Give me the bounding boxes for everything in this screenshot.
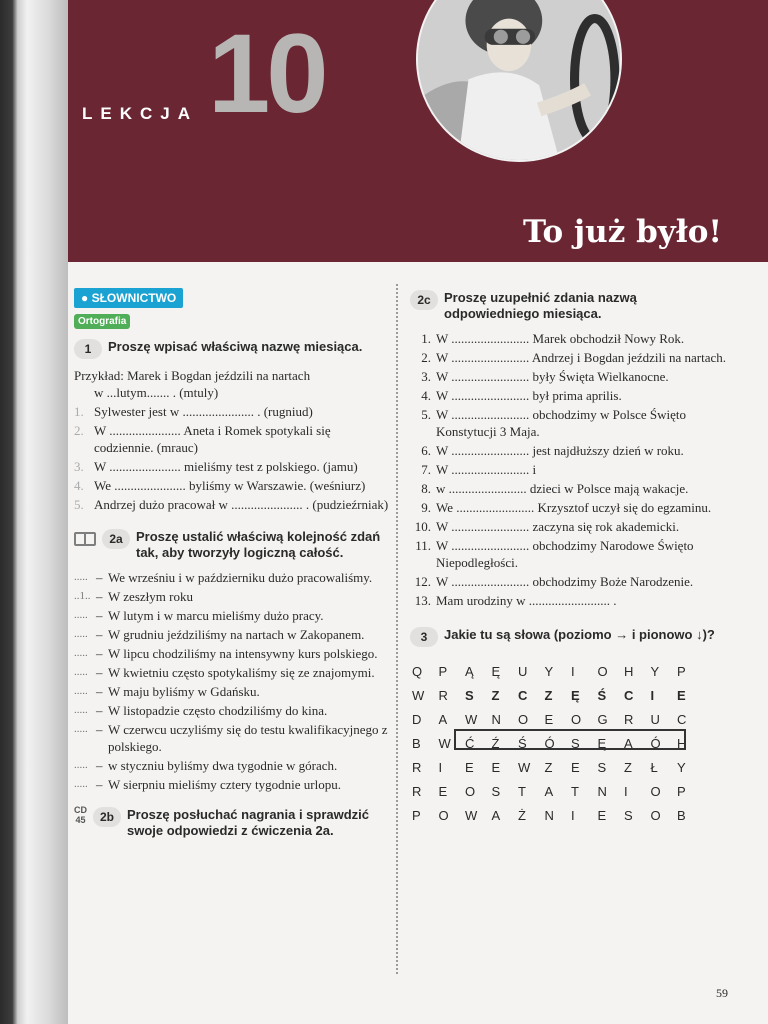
grid-cell[interactable]: A bbox=[438, 711, 448, 727]
answer-blank[interactable]: ..... bbox=[74, 609, 88, 621]
grid-row bbox=[412, 755, 730, 779]
grid-cell[interactable]: A bbox=[624, 735, 633, 751]
grid-cell[interactable]: Q bbox=[412, 663, 423, 679]
answer-blank[interactable]: ..... bbox=[74, 778, 88, 790]
exercise-number: 2b bbox=[93, 807, 121, 827]
list-item[interactable] bbox=[410, 406, 730, 440]
item-number: 3. bbox=[421, 369, 431, 384]
grid-cell[interactable]: S bbox=[491, 783, 501, 799]
grid-cell[interactable]: R bbox=[412, 759, 422, 775]
exercise-2c-list bbox=[410, 330, 730, 609]
list-item[interactable] bbox=[74, 403, 390, 420]
grid-cell[interactable]: C bbox=[677, 711, 687, 727]
grid-cell[interactable]: Z bbox=[491, 687, 500, 703]
grid-cell[interactable]: Ż bbox=[518, 807, 526, 823]
grid-cell[interactable]: E bbox=[491, 759, 501, 775]
cd-track-number: 45 bbox=[75, 815, 86, 825]
grid-cell[interactable]: U bbox=[518, 663, 528, 679]
grid-row bbox=[412, 803, 730, 827]
answer-blank[interactable]: ..... bbox=[74, 628, 88, 640]
grid-cell[interactable]: W bbox=[465, 807, 478, 823]
item-number: 4. bbox=[421, 388, 431, 403]
answer-blank[interactable]: ..... bbox=[74, 666, 88, 678]
item-text: W sierpniu mieliśmy cztery tygodnie urlopu. bbox=[108, 777, 341, 792]
exercise-instruction: Proszę posłuchać nagrania i sprawdzić swoje odpowiedzi z ćwiczenia 2a. bbox=[127, 807, 370, 838]
exercise-1-example bbox=[74, 367, 390, 401]
item-text: w ........................ dzieci w Polsce mają wakacje. bbox=[436, 481, 689, 496]
item-text: Mam urodziny w ......................... . bbox=[436, 593, 617, 608]
item-text: We ...................... byliśmy w Warszawie. (weśniurz) bbox=[94, 478, 366, 493]
grid-cell[interactable]: E bbox=[677, 687, 686, 703]
grid-cell[interactable]: Y bbox=[677, 759, 686, 775]
list-item[interactable]: ..... – W czerwcu uczyliśmy się do testu kwalifikacyjnego z polskiego. bbox=[74, 721, 390, 755]
answer-blank[interactable]: ..... bbox=[74, 759, 88, 771]
list-item[interactable] bbox=[410, 368, 730, 385]
item-number: 5. bbox=[421, 407, 431, 422]
list-item[interactable]: ..... – w styczniu byliśmy dwa tygodnie w górach. bbox=[74, 758, 338, 773]
list-item[interactable]: ..... – W grudniu jeździliśmy na nartach w Zakopanem. bbox=[74, 627, 365, 642]
example-line: Przykład: Marek i Bogdan jeździli na nartach bbox=[74, 368, 311, 383]
list-item[interactable]: ..... – W listopadzie często chodziliśmy do kina. bbox=[74, 703, 328, 718]
answer-blank[interactable]: ..... bbox=[74, 685, 88, 697]
grid-cell[interactable]: U bbox=[650, 711, 660, 727]
item-text: Andrzej dużo pracował w ...................... . (pudzieźrniak) bbox=[94, 497, 389, 512]
item-number: 3. bbox=[74, 459, 84, 474]
list-item[interactable] bbox=[74, 458, 390, 475]
item-text: W lutym i w marcu mieliśmy dużo pracy. bbox=[108, 608, 324, 623]
grid-cell[interactable]: R bbox=[438, 687, 448, 703]
item-number: 8. bbox=[421, 481, 431, 496]
list-item[interactable] bbox=[410, 461, 730, 478]
grid-cell[interactable]: E bbox=[465, 759, 474, 775]
grid-cell[interactable]: B bbox=[412, 735, 421, 751]
exercise-2c-header bbox=[410, 290, 730, 322]
grid-cell[interactable]: R bbox=[412, 783, 422, 799]
item-text: W kwietniu często spotykaliśmy się ze znajomymi. bbox=[108, 665, 375, 680]
cd-track-label bbox=[74, 805, 87, 825]
grid-cell[interactable]: O bbox=[571, 711, 582, 727]
grid-cell[interactable]: W bbox=[465, 711, 478, 727]
grid-cell[interactable]: Ć bbox=[465, 735, 475, 751]
list-item[interactable]: ..... – W lipcu chodziliśmy na intensywny kurs polskiego. bbox=[74, 646, 378, 661]
list-item[interactable] bbox=[410, 442, 730, 459]
list-item[interactable] bbox=[74, 477, 390, 494]
list-item[interactable] bbox=[410, 537, 730, 571]
item-text: W ........................ był prima aprilis. bbox=[436, 388, 622, 403]
exercise-number: 2c bbox=[410, 290, 438, 310]
grid-cell[interactable]: R bbox=[624, 711, 634, 727]
list-item[interactable] bbox=[410, 349, 730, 366]
item-number: 4. bbox=[74, 478, 84, 493]
grid-cell[interactable]: D bbox=[412, 711, 422, 727]
grid-cell[interactable]: Ę bbox=[597, 735, 607, 751]
grid-cell[interactable]: T bbox=[518, 783, 526, 799]
item-text: W ........................ i bbox=[436, 462, 537, 477]
list-item[interactable]: ..1.. – W zeszłym roku bbox=[74, 589, 193, 604]
grid-cell[interactable]: E bbox=[571, 759, 580, 775]
list-item[interactable] bbox=[74, 422, 390, 456]
item-number: 7. bbox=[421, 462, 431, 477]
grid-cell[interactable]: S bbox=[597, 759, 607, 775]
item-text: We wrześniu i w październiku dużo pracowaliśmy. bbox=[108, 570, 373, 585]
highlighted-word-box bbox=[454, 729, 686, 750]
grid-cell[interactable]: A bbox=[544, 783, 554, 799]
example-line: w ...lutym....... . (mtuly) bbox=[94, 385, 219, 400]
grid-cell[interactable]: I bbox=[571, 663, 575, 679]
grid-cell[interactable]: Z bbox=[624, 759, 632, 775]
grid-cell[interactable]: E bbox=[544, 711, 554, 727]
exercise-2a-list bbox=[74, 569, 390, 793]
item-number: 13. bbox=[414, 593, 431, 608]
left-column bbox=[74, 288, 390, 839]
grid-cell[interactable]: S bbox=[624, 807, 633, 823]
grid-cell[interactable]: I bbox=[650, 687, 655, 703]
list-item[interactable] bbox=[410, 518, 730, 535]
grid-cell[interactable]: W bbox=[518, 759, 531, 775]
item-text: W ........................ Marek obchodził Nowy Rok. bbox=[436, 331, 685, 346]
list-item[interactable]: ..... – W maju byliśmy w Gdańsku. bbox=[74, 684, 260, 699]
lesson-number: 10 bbox=[208, 11, 325, 136]
grid-cell[interactable]: C bbox=[518, 687, 528, 703]
grid-cell[interactable]: I bbox=[571, 807, 575, 823]
item-text: W ........................ obchodzimy Narodowe Święto Niepodległości. bbox=[436, 538, 694, 570]
grid-cell[interactable]: O bbox=[597, 663, 608, 679]
item-number: 2. bbox=[74, 423, 84, 438]
grid-cell[interactable]: Ó bbox=[544, 735, 555, 751]
book-binding bbox=[0, 0, 68, 1024]
list-item[interactable] bbox=[410, 387, 730, 404]
item-text: W ........................ jest najdłuższy dzień w roku. bbox=[436, 443, 684, 458]
grid-cell[interactable]: Y bbox=[544, 663, 554, 679]
grid-cell[interactable]: Ą bbox=[465, 663, 474, 679]
grid-cell[interactable]: H bbox=[677, 735, 687, 751]
grid-cell[interactable]: E bbox=[597, 807, 607, 823]
grid-cell[interactable]: N bbox=[491, 711, 501, 727]
grid-cell[interactable]: O bbox=[650, 807, 661, 823]
exercise-number: 2a bbox=[102, 529, 130, 549]
grid-cell[interactable]: Z bbox=[544, 687, 553, 703]
exercise-instruction: Jakie tu są słowa (poziomo → i pionowo ↓)? bbox=[444, 627, 715, 642]
grid-cell[interactable]: P bbox=[412, 807, 421, 823]
list-item[interactable] bbox=[410, 592, 730, 609]
list-item[interactable] bbox=[410, 480, 730, 497]
item-text: We ........................ Krzysztof uczył się do egzaminu. bbox=[436, 500, 712, 515]
exercise-instruction: Proszę wpisać właściwą nazwę miesiąca. bbox=[108, 339, 363, 354]
answer-blank[interactable]: ..... bbox=[74, 571, 88, 583]
grid-cell[interactable]: Ó bbox=[650, 735, 661, 751]
cd-label: CD bbox=[74, 805, 87, 815]
answer-blank[interactable]: ..... bbox=[74, 647, 88, 659]
grid-cell[interactable]: P bbox=[677, 783, 686, 799]
column-divider bbox=[396, 284, 398, 974]
grid-cell[interactable]: C bbox=[624, 687, 634, 703]
exercise-1-list bbox=[74, 403, 390, 513]
vocabulary-badge-label: SŁOWNICTWO bbox=[91, 291, 177, 305]
item-number: 1. bbox=[421, 331, 431, 346]
grid-cell[interactable]: Ł bbox=[650, 759, 658, 775]
grid-row bbox=[412, 683, 730, 707]
grid-cell[interactable]: A bbox=[491, 807, 501, 823]
item-text: W maju byliśmy w Gdańsku. bbox=[108, 684, 260, 699]
item-text: W ........................ zaczyna się rok akademicki. bbox=[436, 519, 680, 534]
item-text: W ...................... Aneta i Romek spotykali się codziennie. (mrauc) bbox=[94, 423, 331, 455]
grid-cell[interactable]: S bbox=[571, 735, 580, 751]
item-text: W lipcu chodziliśmy na intensywny kurs polskiego. bbox=[108, 646, 378, 661]
exercise-3-header bbox=[410, 627, 730, 647]
exercise-2b-header bbox=[74, 807, 390, 839]
grid-row bbox=[412, 779, 730, 803]
item-number: 9. bbox=[421, 500, 431, 515]
answer-blank[interactable]: ..... bbox=[74, 704, 88, 716]
exercise-instruction: Proszę uzupełnić zdania nazwą odpowiedniego miesiąca. bbox=[444, 290, 637, 321]
exercise-1-header bbox=[74, 339, 390, 359]
item-number: 5. bbox=[74, 497, 84, 512]
answer-blank[interactable]: ..1.. bbox=[74, 590, 91, 602]
grid-cell[interactable]: N bbox=[597, 783, 607, 799]
grid-cell[interactable]: Ś bbox=[597, 687, 607, 703]
grid-cell[interactable]: I bbox=[624, 783, 628, 799]
orthography-badge: Ortografia bbox=[74, 314, 130, 329]
item-text: w styczniu byliśmy dwa tygodnie w górach. bbox=[108, 758, 338, 773]
item-text: W zeszłym roku bbox=[108, 589, 193, 604]
item-text: W ........................ były Święta Wielkanocne. bbox=[436, 369, 669, 384]
grid-cell[interactable]: W bbox=[438, 735, 451, 751]
item-number: 1. bbox=[74, 404, 84, 419]
item-text: W czerwcu uczyliśmy się do testu kwalifikacyjnego z polskiego. bbox=[108, 722, 388, 754]
item-number: 6. bbox=[421, 443, 431, 458]
item-text: Sylwester jest w ...................... . (rugniud) bbox=[94, 404, 313, 419]
item-number: 2. bbox=[421, 350, 431, 365]
grid-cell[interactable]: O bbox=[438, 807, 449, 823]
vocabulary-badge: ● SŁOWNICTWO bbox=[74, 288, 183, 308]
book-icon bbox=[74, 532, 96, 546]
page-number: 59 bbox=[716, 986, 728, 1000]
list-item[interactable]: ..... – W lutym i w marcu mieliśmy dużo pracy. bbox=[74, 608, 324, 623]
grid-cell[interactable]: Ę bbox=[571, 687, 580, 703]
grid-cell[interactable]: H bbox=[624, 663, 634, 679]
grid-cell[interactable]: T bbox=[571, 783, 579, 799]
list-item[interactable] bbox=[410, 330, 730, 347]
list-item[interactable]: ..... – We wrześniu i w październiku dużo pracowaliśmy. bbox=[74, 570, 373, 585]
grid-cell[interactable]: O bbox=[465, 783, 476, 799]
item-text: W ........................ Andrzej i Bogdan jeździli na nartach. bbox=[436, 350, 727, 365]
list-item[interactable] bbox=[410, 499, 730, 516]
item-text: W ........................ obchodzimy Boże Narodzenie. bbox=[436, 574, 694, 589]
grid-row bbox=[412, 659, 730, 683]
lesson-label: LEKCJA bbox=[82, 104, 199, 123]
exercise-number: 3 bbox=[410, 627, 438, 647]
answer-blank[interactable]: ..... bbox=[74, 723, 88, 735]
grid-cell[interactable]: P bbox=[438, 663, 448, 679]
item-text: W grudniu jeździliśmy na nartach w Zakopanem. bbox=[108, 627, 365, 642]
grid-cell[interactable]: G bbox=[597, 711, 608, 727]
grid-cell[interactable]: E bbox=[438, 783, 448, 799]
grid-cell[interactable]: P bbox=[677, 663, 686, 679]
list-item[interactable]: ..... – W kwietniu często spotykaliśmy się ze znajomymi. bbox=[74, 665, 375, 680]
grid-row bbox=[412, 707, 730, 731]
grid-cell[interactable]: I bbox=[438, 759, 443, 775]
grid-cell[interactable]: N bbox=[544, 807, 554, 823]
item-text: W listopadzie często chodziliśmy do kina. bbox=[108, 703, 328, 718]
grid-cell[interactable]: W bbox=[412, 687, 425, 703]
item-text: W ...................... mieliśmy test z polskiego. (jamu) bbox=[94, 459, 358, 474]
grid-cell[interactable]: O bbox=[518, 711, 529, 727]
list-item[interactable]: ..... – W sierpniu mieliśmy cztery tygodnie urlopu. bbox=[74, 777, 341, 792]
grid-cell[interactable]: Z bbox=[544, 759, 553, 775]
exercise-instruction: Proszę ustalić właściwą kolejność zdań tak, aby tworzyły logiczną całość. bbox=[136, 529, 381, 560]
grid-cell[interactable]: Ś bbox=[518, 735, 527, 751]
grid-cell[interactable]: S bbox=[465, 687, 474, 703]
grid-cell[interactable]: B bbox=[677, 807, 686, 823]
grid-cell[interactable]: O bbox=[650, 783, 661, 799]
item-number: 12. bbox=[414, 574, 431, 589]
item-text: W ........................ obchodzimy w Polsce Święto Konstytucji 3 Maja. bbox=[436, 407, 686, 439]
item-number: 10. bbox=[414, 519, 431, 534]
list-item[interactable] bbox=[410, 573, 730, 590]
list-item[interactable] bbox=[74, 496, 390, 513]
grid-cell[interactable]: Y bbox=[650, 663, 660, 679]
exercise-2a-header bbox=[74, 529, 390, 561]
exercise-number: 1 bbox=[74, 339, 102, 359]
grid-cell[interactable]: Ę bbox=[491, 663, 501, 679]
grid-cell[interactable]: Ź bbox=[491, 735, 500, 751]
item-number: 11. bbox=[415, 538, 431, 553]
lesson-title: To już było! bbox=[522, 214, 722, 250]
